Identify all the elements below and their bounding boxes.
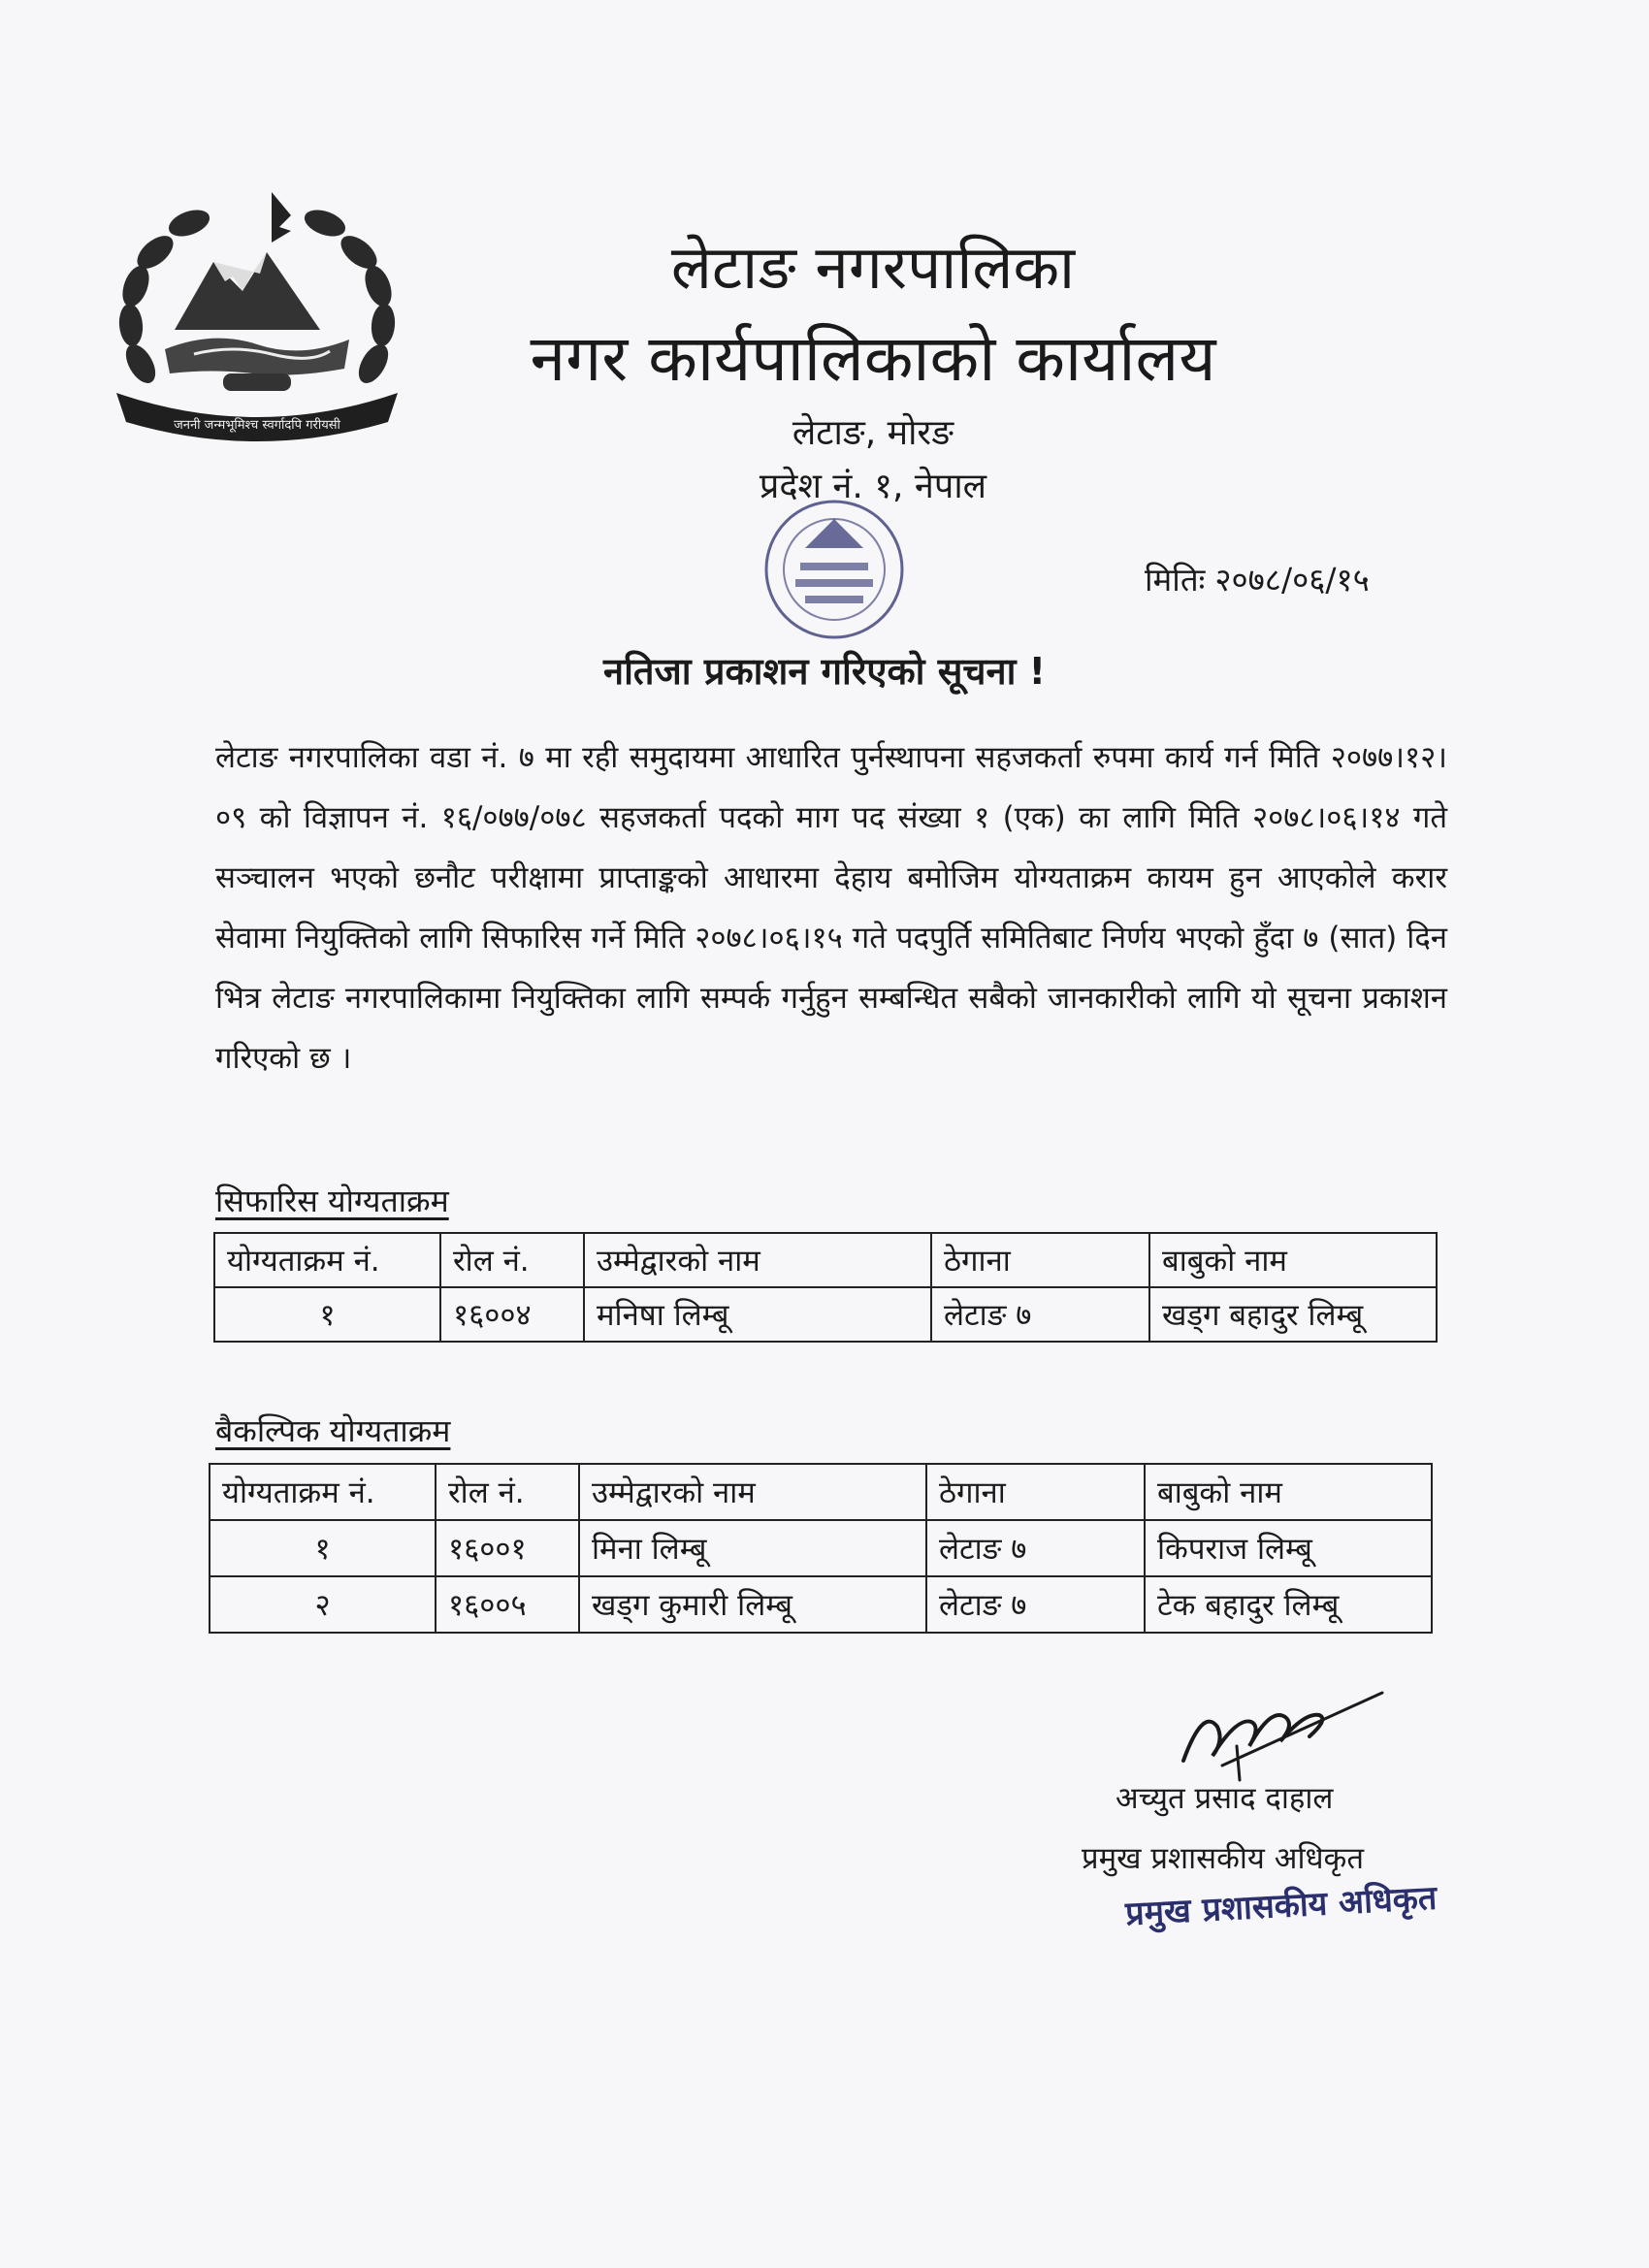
cell-roll: १६००१ <box>436 1520 579 1576</box>
table-header-row <box>210 1464 1432 1520</box>
address-line2: प्रदेश नं. १, नेपाल <box>759 467 987 506</box>
cell-father: खड्ग बहादुर लिम्बू <box>1149 1287 1437 1342</box>
office-title-line1: लेटाङ नगरपालिका <box>670 232 1076 303</box>
notice-date <box>1145 557 1370 600</box>
header-name: उम्मेद्वारको नाम <box>584 1233 931 1287</box>
cell-rank: १ <box>214 1287 440 1342</box>
cell-rank: १ <box>210 1520 436 1576</box>
header-roll: रोल नं. <box>436 1464 579 1520</box>
notice-body: लेटाङ नगरपालिका वडा नं. ७ मा रही समुदायमा आधारित पुर्नस्थापना सहजकर्ता रुपमा कार्य गर्न मिति २०७७।१२।०९ को विज्ञापन नं. १६/०७७/०७८ सहजकर्ता पदको माग पद संख्या १ (एक) का लागि मिति २०७८।०६।१४ गते सञ्चालन भएको छनौट परीक्षामा प्राप्ताङ्कको आधारमा देहाय बमोजिम योग्यताक्रम कायम हुन आएकोले करार सेवामा नियुक्तिको लागि सिफारिस गर्ने मिति २०७८।०६।१५ गते पदपुर्ति समितिबाट निर्णय भएको हुँदा ७ (सात) दिन भित्र लेटाङ नगरपालिकामा नियुक्तिका लागि सम्पर्क गर्नुहुन सम्बन्धित सबैको जानकारीको लागि यो सूचना प्रकाशन गरिएको छ । <box>215 740 1448 1076</box>
alternate-section-title: बैकल्पिक योग्यताक्रम <box>215 1412 451 1449</box>
cell-rank: २ <box>210 1576 436 1633</box>
signatory-stamp: प्रमुख प्रशासकीय अधिकृत <box>1124 1878 1439 1934</box>
date-label: मितिः <box>1145 561 1206 599</box>
emblem-motto: जननी जन्मभूमिश्च स्वर्गादपि गरीयसी <box>174 418 340 433</box>
header-roll: रोल नं. <box>440 1233 584 1287</box>
header-rank: योग्यताक्रम नं. <box>210 1464 436 1520</box>
signatory-title: प्रमुख प्रशासकीय अधिकृत <box>1082 1841 1365 1876</box>
header-address: ठेगाना <box>931 1233 1149 1287</box>
office-title-line2: नगर कार्यपालिकाको कार्यालय <box>530 321 1216 396</box>
recommended-table <box>213 1232 1438 1343</box>
table-row <box>210 1520 1432 1576</box>
cell-roll: १६००५ <box>436 1576 579 1633</box>
table-row <box>214 1287 1437 1342</box>
cell-roll: १६००४ <box>440 1287 584 1342</box>
header-name: उम्मेद्वारको नाम <box>579 1464 926 1520</box>
cell-father: किपराज लिम्बू <box>1145 1520 1432 1576</box>
address-line1: लेटाङ, मोरङ <box>792 413 954 453</box>
cell-address: लेटाङ ७ <box>931 1287 1149 1342</box>
cell-name: मनिषा लिम्बू <box>584 1287 931 1342</box>
notice-subject: नतिजा प्रकाशन गरिएको सूचना ! <box>602 650 1047 693</box>
recommended-section-title: सिफारिस योग्यताक्रम <box>215 1183 449 1219</box>
header-father: बाबुको नाम <box>1145 1464 1432 1520</box>
signatory-name: अच्युत प्रसाद दाहाल <box>1116 1781 1334 1816</box>
header-father: बाबुको नाम <box>1149 1233 1437 1287</box>
table-header-row <box>214 1233 1437 1287</box>
cell-address: लेटाङ ७ <box>926 1520 1145 1576</box>
nepal-emblem-icon <box>97 184 417 446</box>
date-value: २०७८/०६/१५ <box>1214 561 1370 599</box>
header-rank: योग्यताक्रम नं. <box>214 1233 440 1287</box>
cell-name: खड्ग कुमारी लिम्बू <box>579 1576 926 1633</box>
table-row <box>210 1576 1432 1633</box>
header-address: ठेगाना <box>926 1464 1145 1520</box>
signature-icon <box>1164 1669 1387 1785</box>
office-stamp-icon <box>747 490 922 650</box>
alternate-table <box>209 1463 1433 1634</box>
cell-address: लेटाङ ७ <box>926 1576 1145 1633</box>
cell-father: टेक बहादुर लिम्बू <box>1145 1576 1432 1633</box>
cell-name: मिना लिम्बू <box>579 1520 926 1576</box>
